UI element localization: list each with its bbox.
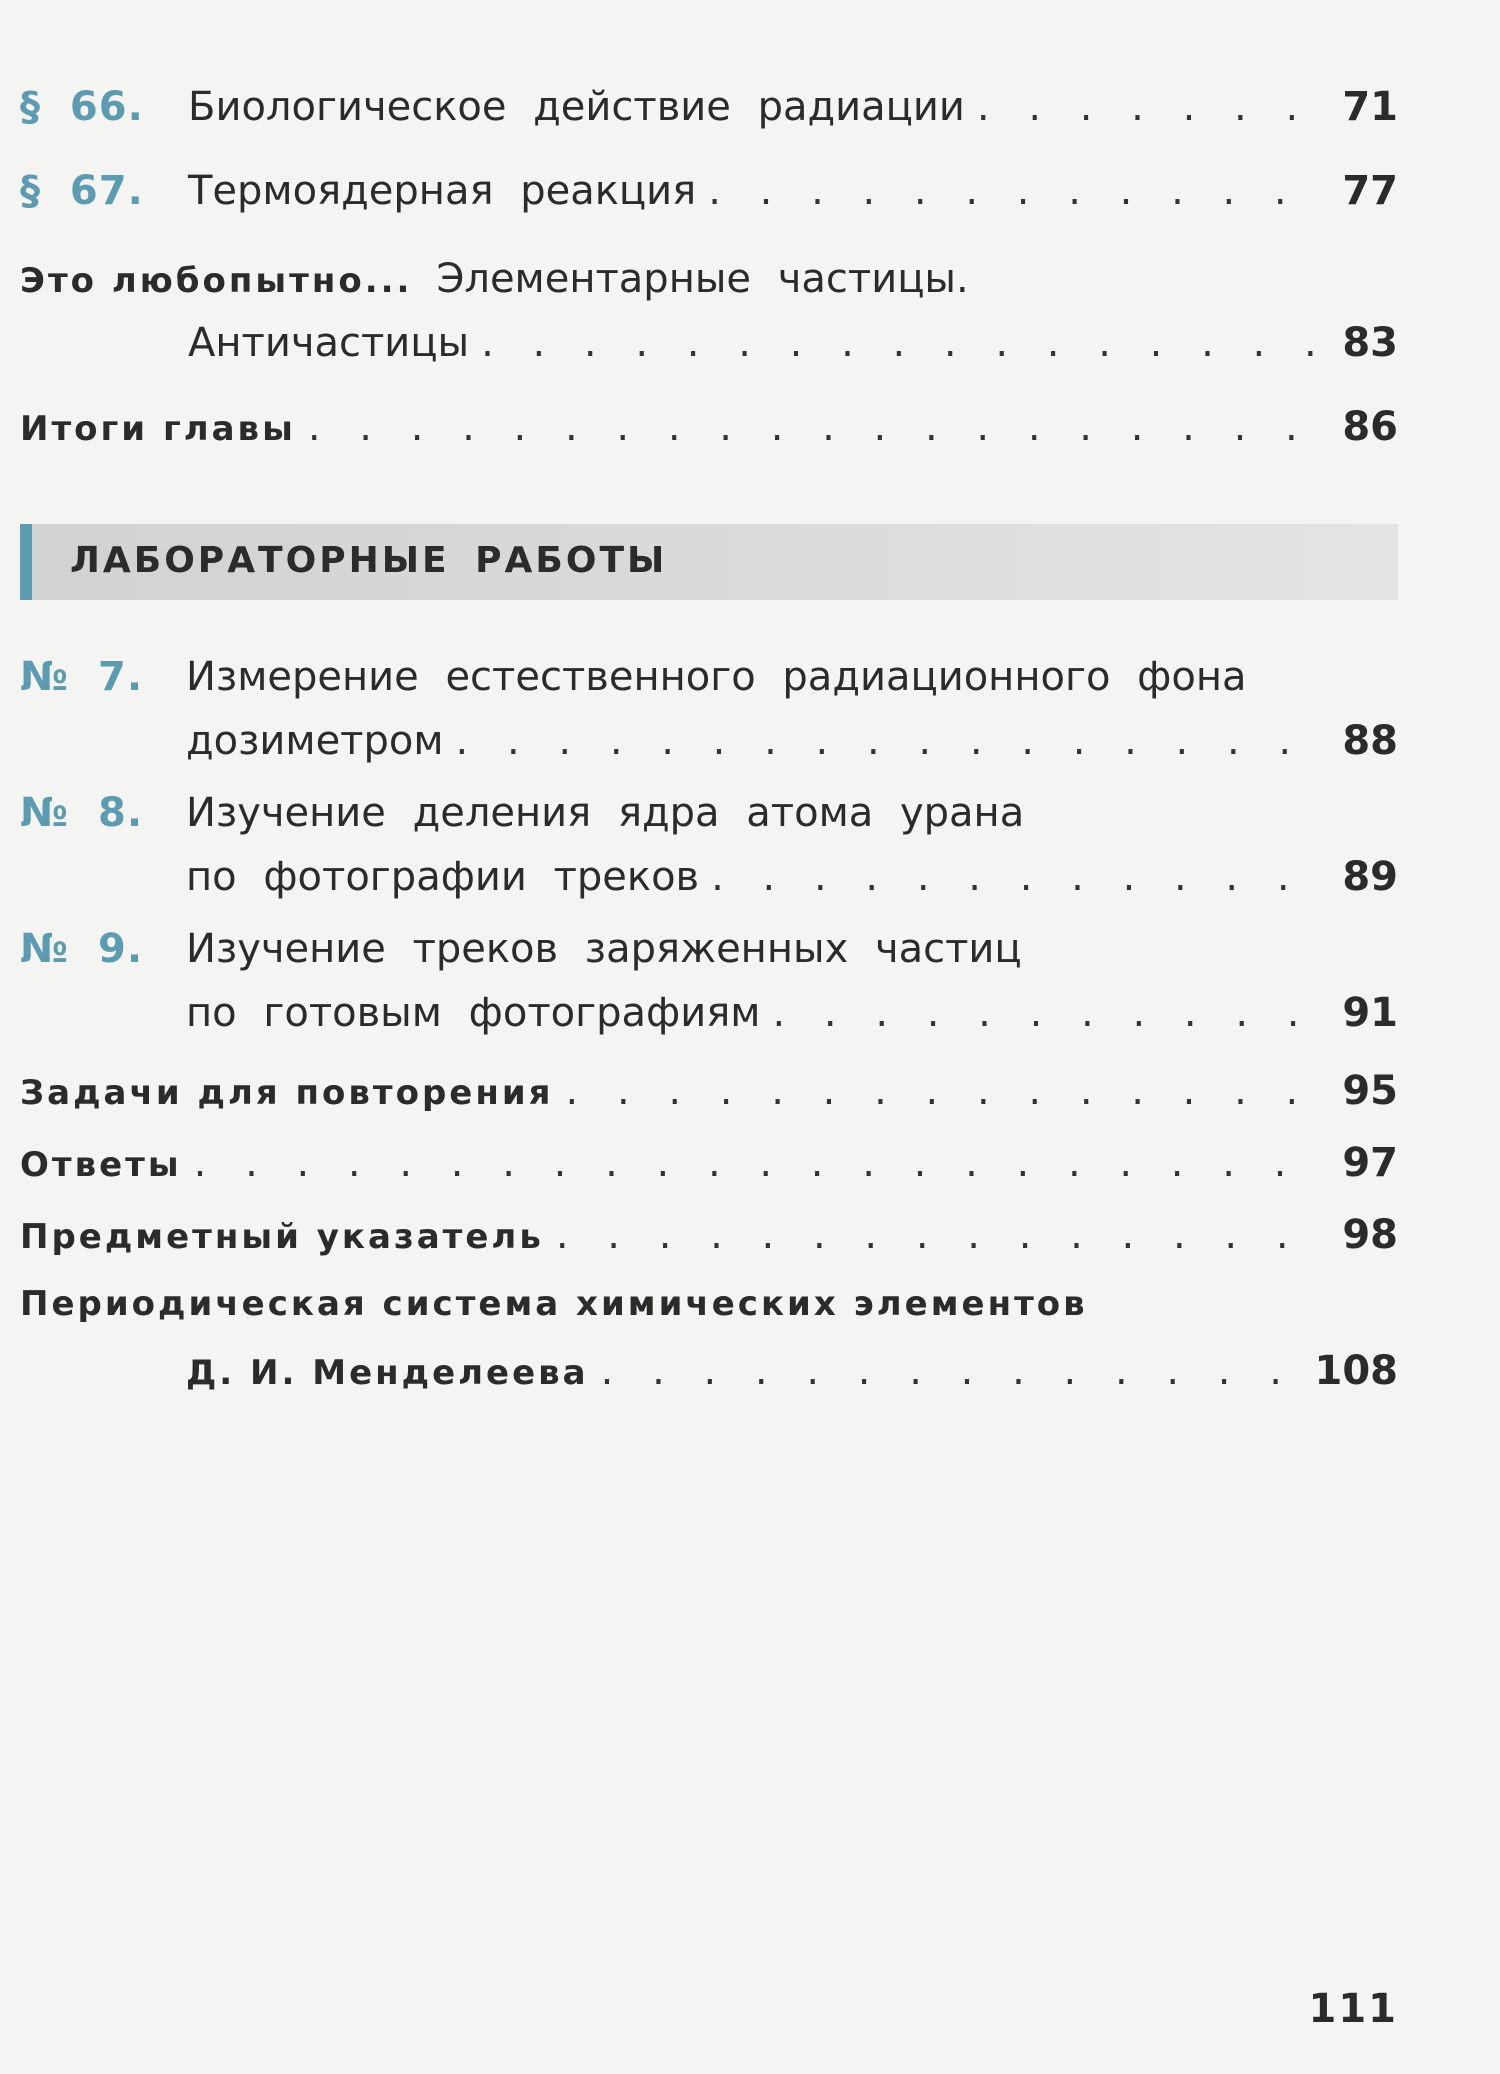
- entry-page: 88: [1342, 718, 1398, 764]
- dot-leader: [566, 1068, 1326, 1114]
- curious-lead: Это любопытно...: [20, 261, 413, 301]
- toc-entry-review-problems[interactable]: [20, 1068, 1398, 1114]
- dot-leader: [708, 168, 1326, 214]
- dot-leader: [772, 990, 1326, 1036]
- entry-page: 108: [1314, 1348, 1398, 1394]
- toc-entry-answers[interactable]: [20, 1140, 1398, 1186]
- dot-leader: [456, 718, 1326, 764]
- dot-leader: [481, 320, 1326, 366]
- section-title: ЛАБОРАТОРНЫЕ РАБОТЫ: [70, 540, 668, 581]
- entry-page: 89: [1342, 854, 1398, 900]
- entry-title: Элементарные частицы.: [436, 256, 969, 302]
- toc-entry-paragraph-66[interactable]: [20, 84, 1398, 130]
- toc-entry-paragraph-67[interactable]: [20, 168, 1398, 214]
- entry-title: Предметный указатель: [20, 1217, 544, 1257]
- paragraph-number: § 67.: [20, 168, 144, 214]
- toc-entry-curious-line1[interactable]: [20, 256, 1398, 302]
- entry-title: Периодическая система химических элементов: [20, 1284, 1088, 1324]
- toc-entry-periodic-table-line2[interactable]: [186, 1348, 1398, 1394]
- entry-page: 83: [1342, 320, 1398, 366]
- paragraph-number: § 66.: [20, 84, 144, 130]
- lab-number: № 9.: [20, 926, 144, 972]
- entry-title: Изучение треков заряженных частиц: [186, 926, 1022, 972]
- dot-leader: [711, 854, 1326, 900]
- entry-page: 77: [1342, 168, 1398, 214]
- toc-entry-lab-9-line1[interactable]: [20, 926, 1398, 972]
- lab-number: № 7.: [20, 654, 144, 700]
- dot-leader: [194, 1140, 1326, 1186]
- dot-leader: [977, 84, 1326, 130]
- page-number: 111: [1308, 1986, 1398, 2032]
- entry-title: Биологическое действие радиации: [188, 84, 965, 130]
- toc-entry-periodic-table-line1[interactable]: [20, 1284, 1398, 1324]
- toc-entry-curious-line2[interactable]: [188, 320, 1398, 366]
- section-header-lab-works: [20, 524, 1398, 600]
- dot-leader: [601, 1348, 1303, 1394]
- entry-title: Д. И. Менделеева: [186, 1353, 589, 1393]
- toc-entry-lab-8-line1[interactable]: [20, 790, 1398, 836]
- entry-title: дозиметром: [186, 718, 444, 764]
- entry-title: Термоядерная реакция: [188, 168, 697, 214]
- entry-title: по фотографии треков: [186, 854, 700, 900]
- entry-title: Изучение деления ядра атома урана: [186, 790, 1025, 836]
- dot-leader: [308, 404, 1326, 450]
- entry-page: 95: [1342, 1068, 1398, 1114]
- section-accent-bar: [20, 524, 32, 600]
- lab-number: № 8.: [20, 790, 144, 836]
- toc-entry-lab-7-line1[interactable]: [20, 654, 1398, 700]
- toc-entry-lab-7-line2[interactable]: [186, 718, 1398, 764]
- entry-title: Ответы: [20, 1145, 182, 1185]
- entry-title: по готовым фотографиям: [186, 990, 761, 1036]
- toc-entry-lab-9-line2[interactable]: [186, 990, 1398, 1036]
- entry-title: Измерение естественного радиационного фона: [186, 654, 1247, 700]
- toc-entry-subject-index[interactable]: [20, 1212, 1398, 1258]
- entry-page: 86: [1342, 404, 1398, 450]
- entry-title: Итоги главы: [20, 409, 296, 449]
- entry-title: Античастицы: [188, 320, 470, 366]
- toc-entry-lab-8-line2[interactable]: [186, 854, 1398, 900]
- toc-entry-chapter-summary[interactable]: [20, 404, 1398, 450]
- entry-page: 71: [1342, 84, 1398, 130]
- entry-page: 98: [1342, 1212, 1398, 1258]
- entry-title: Задачи для повторения: [20, 1073, 554, 1113]
- entry-page: 91: [1342, 990, 1398, 1036]
- entry-page: 97: [1342, 1140, 1398, 1186]
- dot-leader: [556, 1212, 1326, 1258]
